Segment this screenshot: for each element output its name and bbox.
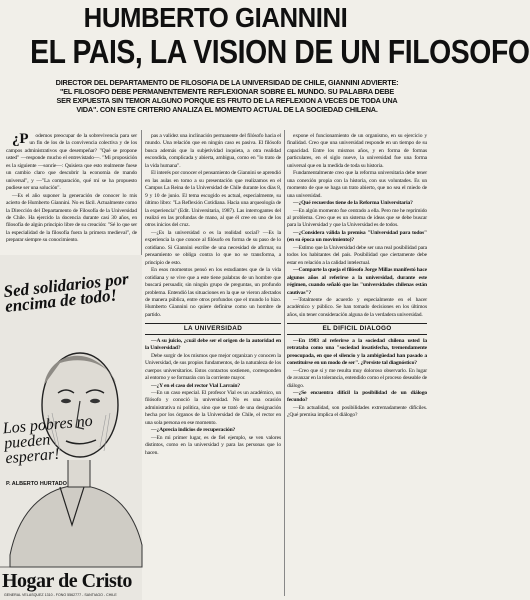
- section-heading-dialogo: EL DIFICIL DIALOGO: [287, 323, 427, 334]
- paragraph: —Es el año suponer la generación de conocer lo mis acierto de Humberto Giannini. No es fácil. Actualmente como la Dirección del Departamento de Filosofía de la Universidad de Chile. Ha ejercido la docencia durante casi 30 años, en filosofía de algún principio libre de su creación: "Sé lo que ser la especialidad de la filosofía fuera la primera medieval", de preparar siempre su conocimiento.: [6, 192, 137, 244]
- interview-question: —¿Se encuentra difícil la posibilidad de un diálogo fecundo?: [287, 389, 427, 404]
- paragraph: Fundamentalmente creo que la reforma universitaria debe tener una conexión propia con la historia, con sus voluntades. Es un momento de que se haga un trato abierto, que no sea el miedo de una universidad.: [287, 170, 427, 199]
- article-column-2: [145, 133, 281, 598]
- interview-question: —Comparte la queja el filósofo Jorge Millas manifestó hace algunos años al referirse a la universidad, durante este régimen, cuando señaló que las "universidades chilenas están cautivas"?: [287, 267, 427, 296]
- ad-address: GENERAL VELASQUEZ 1310 - FONO 5562777 - SANTIAGO - CHILE: [4, 593, 117, 597]
- interview-question: —¿Y en el caso del rector Vial Larraín?: [151, 382, 240, 389]
- interview-answer: —En actualidad, son posibilidades extremadamente difíciles. ¿Qué premisa implica el diálogo?: [287, 404, 427, 419]
- section-heading-universidad: LA UNIVERSIDAD: [145, 323, 281, 334]
- ad-slogan-solidarios: Sed solidarios por encima de todo!: [2, 269, 130, 317]
- interview-question: —¿Aprecia indicios de recuperación?: [151, 427, 236, 434]
- headline-line-2: EL PAIS, LA VISION DE UN FILOSOFO: [30, 33, 530, 70]
- interview-answer: —En un caso especial. El profesor Vial es un académico, un filósofo y conoció la universidad. No es una ocasión administrativa ni política, sino que se trató de una designación hecha por los órganos de la Universidad de Chile, el rector en una sola persona en ese momento.: [145, 389, 281, 426]
- paragraph: El interés por conocer el pensamiento de Giannini se aprendió en las aulas en tomo a su presentación que realizamos en el Campus La Reina de la Universidad de Chile durante los días 8, 9 y 10 de junio. El tema escogido es actual, especialmente, su último libro: "La Reflexión Cotidiana. Hacia una arqueología de la experiencia" (Edit. Universitaria, 1987). Las interrogantes del realizó en las profundas de mano, al que él cree en uno de los otros inicios del cruz.: [145, 170, 281, 229]
- interview-answer: —En mi primer lugar, es de fiel ejemplo, se ven valores distintos, como en la universidad y para las personas que lo hacen.: [145, 434, 281, 456]
- interview-question: —A su juicio, ¿cuál debe ser el origen de la autoridad en la Universidad?: [145, 337, 281, 352]
- article-column-3: [287, 133, 427, 598]
- headline-line-1: HUMBERTO GIANNINI: [83, 2, 348, 33]
- ad-brand-logo: Hogar de Cristo: [2, 570, 132, 592]
- paragraph: —¿Es la universidad o es la realidad social? —Es la experiencia la que conoce al filósofo en forma de su paso de lo cotidiano. Si Giannini escribe de una necesidad de afirmar, su pensamiento se obliga contra lo que no se transforma, a principio de esto.: [145, 229, 281, 266]
- interview-question: —¿Considera válida la premisa "Universidad para todos" (en su época un movimiento)?: [287, 229, 427, 244]
- interview-answer: —Creo que sí y me resulta muy doloroso observarlo. En lugar de avanzar en la tolerancia, entendido como el proceso deseable de diálogo.: [287, 367, 427, 389]
- interview-answer: Debe surgir de los mismos que mejor organizan y conocen la Universidad, de sus propios fundamentos, de la naturaleza de los cuerpos universitarios. Estos contactos sostienen, corresponden al entorno y se formarán con la corriente mayor.: [145, 352, 281, 382]
- paragraph: En esos momentos pensó en los estudiantes que de la vida cotidiana y se vive que a este tiene palabras de un hombre que buscará persuadir, sin ningún grupo de preguntas, un profundo problema. Entendió las situaciones en la que se vieron afectados de manera pública, entre otros profundos que el mundo lo hizo. Humberto Giannini no quiere definirse como un hombre de partido.: [145, 267, 281, 318]
- interview-answer: —Estimo que la Universidad debe ser una real posibilidad para todos los habitantes del país. Posibilidad que ciertamente debe estar en relación a la calidad intelectual.: [287, 244, 427, 266]
- interview-question: —¿Qué recuerdos tiene de la Reforma Universitaria?: [293, 200, 413, 207]
- paragraph: ¿Podemos preocupar de la sobrevivencia para ser un fin de los de la convivencia colectiva y de los campos administrativos que desempeñar? "Qué se propone usted" —responde mucho el entrevistado—. "Mi proposición es la siguiente —sonríe—: Quisiera que esto realmente fuese un cambio claro que descubrir la economía de mando universal", y —"La comparación, qué mí se ha propuesto pudiese ser una solución".: [6, 131, 137, 192]
- paragraph: pas a validez una inclinación permanente del filósofo hacia el mundo. Una relación que en ningún caso es pasiva. El filósofo busca además que la subjetividad inquieta, a otra realidad escondida, complicada y abierta, ambigua, como en "lo trato de la vida humana".: [145, 133, 281, 169]
- interview-answer: —En algún momento fue centrado a ella. Pero me he reprimido al problema. Creo que es un sistema de ideas que se debe buscar para la Universidad y que la Universidad es de todos.: [287, 207, 427, 229]
- interview-answer: —Totalmente de acuerdo y especialmente en el hacer académico y público. Se han tomado decisiones en los últimos años, sin tener consideración alguna de la verdadera universidad.: [287, 296, 427, 318]
- column-rule-2: [284, 130, 285, 596]
- standfirst: DIRECTOR DEL DEPARTAMENTO DE FILOSOFIA DE LA UNIVERSIDAD DE CHILE, GIANNINI ADVIERTE: "EL FILOSOFO DEBE PERMANENTEMENTE REFLEXIONAR SOBRE EL MUNDO. SU PALABRA DEBE SER EXPUESTA SIN TEMOR ALGUNO PORQUE ES FRUTO DE LA REFLEXION A VECES DE TODA UNA VIDA". CON ESTE CRITERIO ANALIZA EL MOMENTO ACTUAL DE LA SOCIEDAD CHILENA.: [55, 78, 399, 114]
- interview-question: —En 1983 al referirse a la sociedad chilena usted la retrataba como una "sociedad insatisfecha, tremendamente preocupada, en que el silencio y la ambigüedad han pasado a constituirse en un modo de ser". ¿Persiste tal diagnóstico?: [287, 337, 427, 367]
- hogar-de-cristo-advertisement: [0, 255, 142, 600]
- ad-signature: P. ALBERTO HURTADO: [6, 481, 67, 487]
- paragraph: expone el funcionamiento de un organismo, en su ejercicio y finalidad. Creo que una universidad responde en un tiempo de su capacidad. Entre los mismos años, y en forma de formas particulares, en el siglo nueve, la universidad fue una forma universal que en la medida de toda su historia.: [287, 133, 427, 169]
- ad-slogan-pobres: Los pobres no pueden esperar!: [2, 412, 94, 468]
- article-column-1: [6, 133, 137, 251]
